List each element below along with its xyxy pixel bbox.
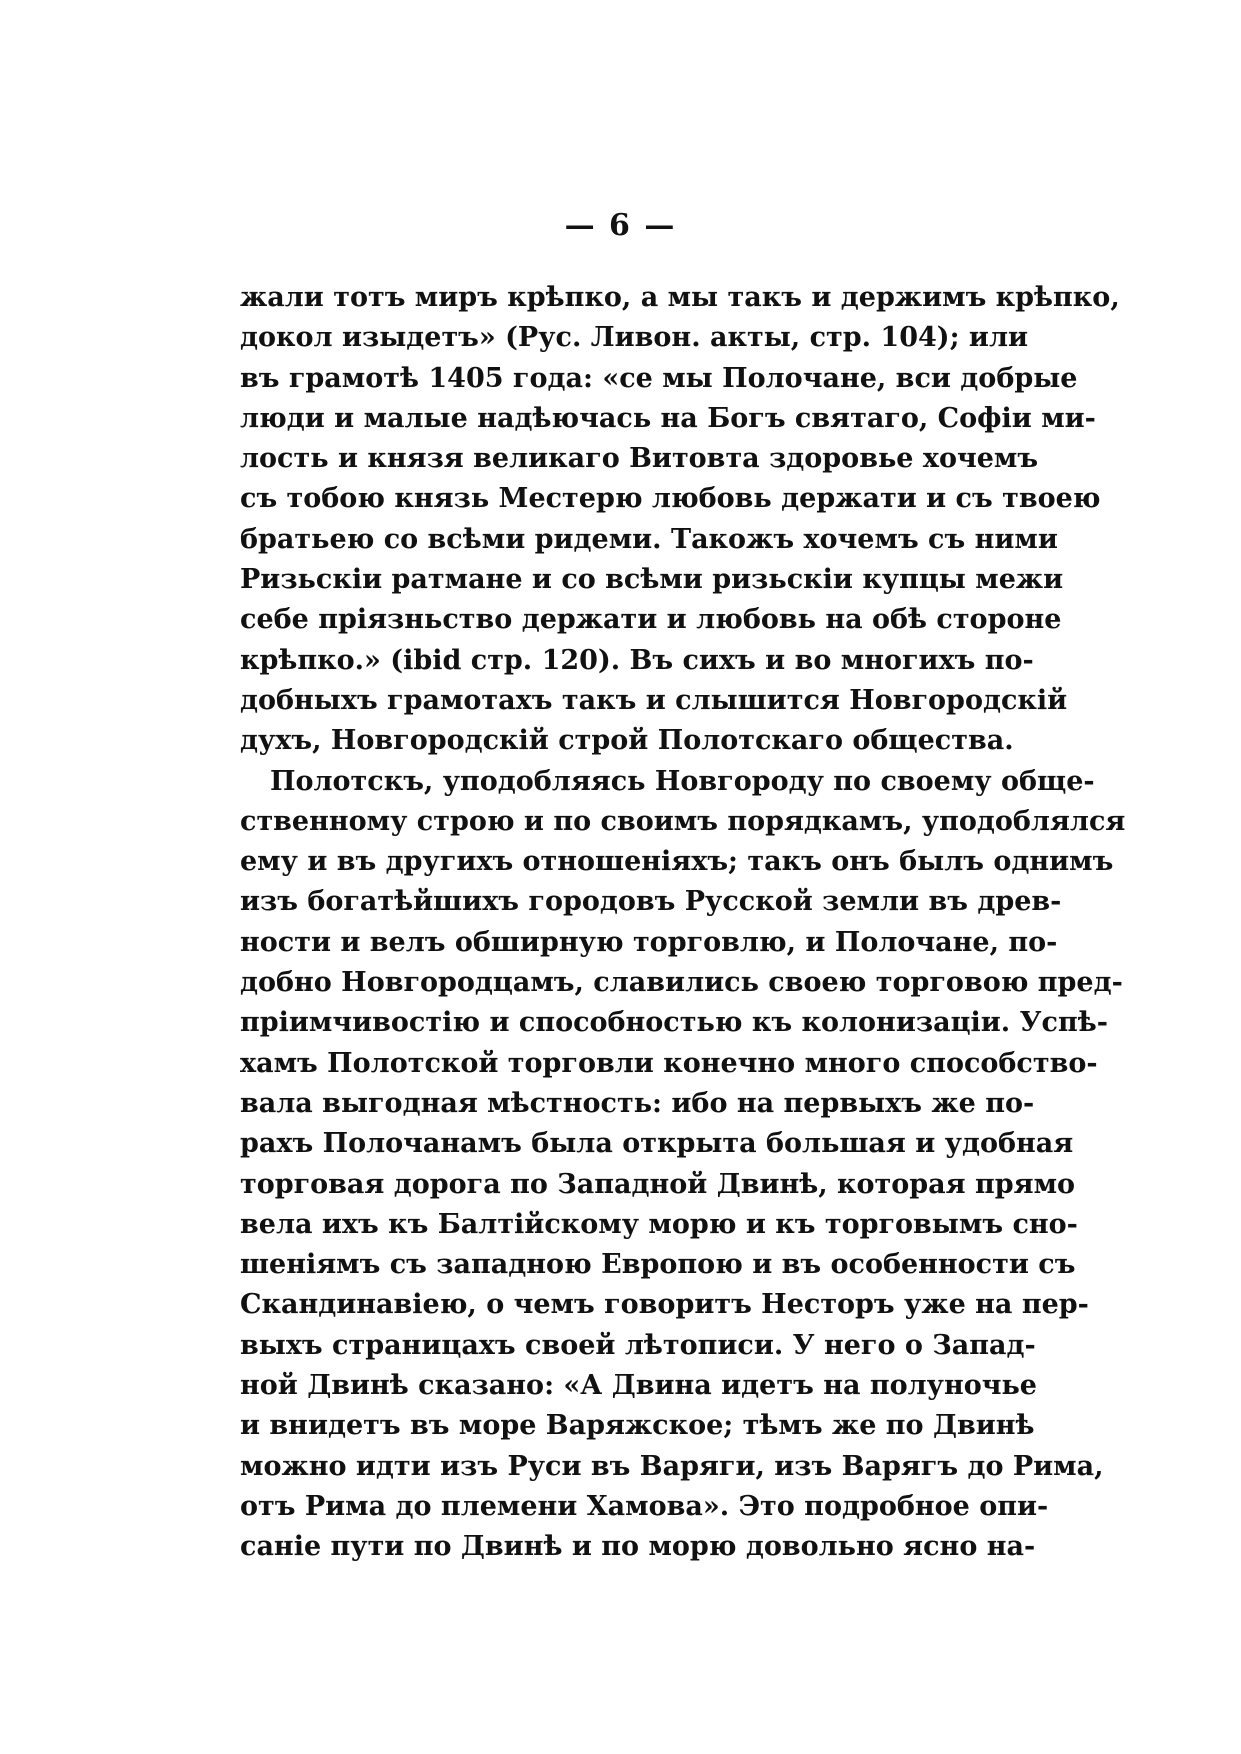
- page-number: — 6 —: [564, 208, 677, 243]
- text-line: ему и въ другихъ отношенiяхъ; такъ онъ былъ однимъ: [240, 846, 1114, 878]
- text-line: въ грамотѣ 1405 года: «се мы Полочане, вси добрые: [240, 362, 1078, 394]
- text-line: ности и велъ обширную торговлю, и Полочане, по-: [240, 926, 1058, 958]
- text-line: вела ихъ къ Балтiйскому морю и къ торговымъ сно-: [240, 1208, 1078, 1240]
- text-line: добно Новгородцамъ, славились своею торговою пред-: [240, 967, 1123, 999]
- text-line: санiе пути по Двинѣ и по морю довольно ясно на-: [240, 1531, 1036, 1563]
- paragraph: [240, 762, 1126, 1568]
- text-line: себе прiязньство держати и любовь на обѣ стороне: [240, 604, 1062, 636]
- text-line: шенiямъ съ западною Европою и въ особенности съ: [240, 1249, 1076, 1281]
- text-line: крѣпко.» (ibid стр. 120). Въ сихъ и во многихъ по-: [240, 644, 1034, 676]
- text-line: Полотскъ, уподобляясь Новгороду по своему обще-: [270, 765, 1095, 797]
- text-line: выхъ страницахъ своей лѣтописи. У него о Запад-: [240, 1329, 1036, 1361]
- text-line: и внидетъ въ море Варяжское; тѣмъ же по Двинѣ: [240, 1410, 1035, 1442]
- text-line: люди и малые надѣючась на Богъ святаго, Софiи ми-: [240, 402, 1096, 434]
- paragraph: [240, 278, 1120, 762]
- text-line: ственному строю и по своимъ порядкамъ, уподоблялся: [240, 805, 1126, 837]
- text-line: хамъ Полотской торговли конечно много способство-: [240, 1047, 1098, 1079]
- body-text: [240, 278, 1126, 1568]
- text-line: Ризьскiи ратмане и со всѣми ризьскiи купцы межи: [240, 564, 1064, 596]
- text-line: лость и князя великаго Витовта здоровье хочемъ: [240, 443, 1039, 475]
- text-line: жали тотъ миръ крѣпко, а мы такъ и держимъ крѣпко,: [240, 282, 1120, 313]
- text-line: отъ Рима до племени Хамова». Это подробное опи-: [240, 1490, 1049, 1522]
- text-line: ной Двинѣ сказано: «А Двина идетъ на полуночье: [240, 1370, 1037, 1402]
- text-line: прiимчивостiю и способностью къ колонизацiи. Успѣ-: [240, 1007, 1108, 1039]
- text-line: братьею со всѣми ридеми. Такожъ хочемъ съ ними: [240, 523, 1058, 555]
- text-line: съ тобою князь Местерю любовь держати и съ твоею: [240, 483, 1101, 515]
- text-line: Скандинавiею, о чемъ говоритъ Несторъ уже на пер-: [240, 1289, 1089, 1321]
- text-line: изъ богатѣйшихъ городовъ Русской земли въ древ-: [240, 886, 1062, 918]
- text-line: докол изыдетъ» (Рус. Ливон. акты, стр. 104); или: [240, 322, 1029, 354]
- text-line: рахъ Полочанамъ была открыта большая и удобная: [240, 1128, 1074, 1160]
- text-line: можно идти изъ Руси въ Варяги, изъ Варягъ до Рима,: [240, 1450, 1104, 1482]
- text-line: духъ, Новгородскiй строй Полотскаго общества.: [240, 725, 1014, 757]
- text-line: вала выгодная мѣстность: ибо на первыхъ же по-: [240, 1087, 1035, 1119]
- text-line: торговая дорога по Западной Двинѣ, которая прямо: [240, 1168, 1076, 1200]
- text-line: добныхъ грамотахъ такъ и слышится Новгородскiй: [240, 684, 1068, 716]
